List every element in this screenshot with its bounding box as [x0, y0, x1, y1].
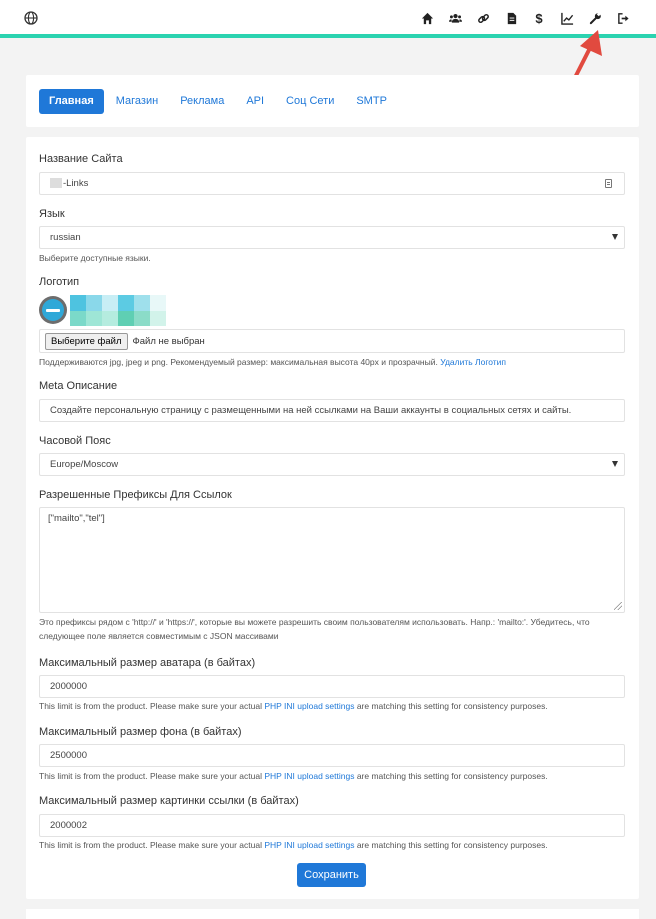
- meta-description-input[interactable]: [39, 399, 625, 422]
- link-image-size-label: Максимальный размер картинки ссылки (в байтах): [39, 795, 299, 807]
- language-value: russian: [50, 232, 81, 243]
- logo-preview: [39, 294, 166, 326]
- chevron-down-icon: [612, 234, 618, 240]
- site-name-input[interactable]: [39, 172, 625, 195]
- limit-help-text: This limit is from the product. Please make sure your actual: [39, 840, 265, 850]
- background-size-label: Максимальный размер фона (в байтах): [39, 726, 242, 738]
- upload-settings-link[interactable]: upload settings: [297, 771, 355, 781]
- tab-main[interactable]: Главная: [39, 89, 104, 114]
- language-select[interactable]: [39, 226, 625, 249]
- choose-file-button[interactable]: Выберите файл: [45, 333, 128, 350]
- meta-description-value: Создайте персональную страницу с размещенными на ней ссылками на Ваши аккаунты в социальных сетях и сайты.: [50, 405, 572, 416]
- timezone-label: Часовой Пояс: [39, 435, 111, 447]
- link-image-size-value: 2000002: [50, 820, 87, 831]
- link-image-size-help: [39, 838, 625, 852]
- field-autofill-icon[interactable]: [605, 179, 612, 188]
- background-size-help: [39, 769, 625, 783]
- chevron-down-icon: [612, 461, 618, 467]
- tab-api[interactable]: API: [246, 95, 265, 107]
- tabs-card: [26, 75, 639, 127]
- tab-ads[interactable]: Реклама: [180, 95, 225, 107]
- prefixes-textarea[interactable]: [39, 507, 625, 613]
- settings-form: [26, 137, 639, 899]
- wrench-icon[interactable]: [586, 10, 604, 26]
- limit-help-suffix: are matching this setting for consistency purposes.: [354, 771, 548, 781]
- save-button[interactable]: Сохранить: [297, 863, 366, 887]
- document-icon[interactable]: [502, 10, 520, 26]
- logo-file-input[interactable]: [39, 329, 625, 353]
- site-name-value: -Links: [63, 178, 89, 189]
- meta-label: Meta Описание: [39, 380, 118, 392]
- prefixes-label: Разрешенные Префиксы Для Ссылок: [39, 489, 232, 501]
- next-card-edge: [26, 909, 639, 919]
- tab-smtp[interactable]: SMTP: [356, 95, 387, 107]
- limit-help-text: This limit is from the product. Please make sure your actual: [39, 701, 265, 711]
- limit-help-suffix: are matching this setting for consistency purposes.: [354, 840, 548, 850]
- php-ini-link[interactable]: PHP INI: [264, 701, 295, 711]
- upload-settings-link[interactable]: upload settings: [297, 701, 355, 711]
- prefixes-help-line1: Это префиксы рядом с 'http://' и 'https://', которые вы можете разрешить своим пользователям использовать. Напр.: 'mailto:'. Убедитесь, что: [39, 617, 590, 627]
- delete-logo-link[interactable]: Удалить Логотип: [440, 357, 507, 367]
- logo-blurred-image: [70, 295, 166, 326]
- site-name-label: Название Сайта: [39, 153, 123, 165]
- timezone-value: Europe/Moscow: [50, 459, 119, 470]
- dollar-icon[interactable]: $: [535, 10, 543, 26]
- language-label: Язык: [39, 208, 65, 220]
- avatar-size-input[interactable]: [39, 675, 625, 698]
- avatar-size-help: [39, 699, 625, 713]
- prefixes-help-line2: следующее поле является совместимым с JSON массивами: [39, 631, 279, 641]
- home-icon[interactable]: [418, 10, 436, 26]
- tab-shop[interactable]: Магазин: [115, 95, 159, 107]
- sign-out-icon[interactable]: [614, 10, 632, 26]
- avatar-size-label: Максимальный размер аватара (в байтах): [39, 657, 256, 669]
- globe-icon[interactable]: [24, 11, 38, 25]
- top-navbar: [0, 0, 656, 38]
- prefixes-value: ["mailto","tel"]: [48, 513, 105, 524]
- avatar-size-value: 2000000: [50, 681, 87, 692]
- settings-tabs: [39, 89, 399, 114]
- language-help: Выберите доступные языки.: [39, 253, 151, 263]
- logo-label: Логотип: [39, 276, 80, 288]
- limit-help-text: This limit is from the product. Please make sure your actual: [39, 771, 265, 781]
- chart-line-icon[interactable]: [558, 10, 576, 26]
- top-nav-icons: [418, 10, 632, 26]
- php-ini-link[interactable]: PHP INI: [264, 771, 295, 781]
- users-icon[interactable]: [446, 10, 464, 26]
- background-size-value: 2500000: [50, 750, 87, 761]
- upload-settings-link[interactable]: upload settings: [297, 840, 355, 850]
- limit-help-suffix: are matching this setting for consistency purposes.: [354, 701, 548, 711]
- link-image-size-input[interactable]: [39, 814, 625, 837]
- resize-handle-icon[interactable]: [614, 602, 622, 610]
- file-status: Файл не выбран: [132, 335, 205, 347]
- link-icon[interactable]: [474, 10, 492, 26]
- logo-help-text: Поддерживаются jpg, jpeg и png. Рекомендуемый размер: максимальная высота 40px и прозрачный.: [39, 357, 438, 367]
- logo-emblem-icon: [39, 296, 67, 324]
- tab-social[interactable]: Соц Сети: [286, 95, 335, 107]
- timezone-select[interactable]: [39, 453, 625, 476]
- php-ini-link[interactable]: PHP INI: [264, 840, 295, 850]
- background-size-input[interactable]: [39, 744, 625, 767]
- logo-help: [39, 355, 625, 369]
- redacted-text: [50, 178, 62, 188]
